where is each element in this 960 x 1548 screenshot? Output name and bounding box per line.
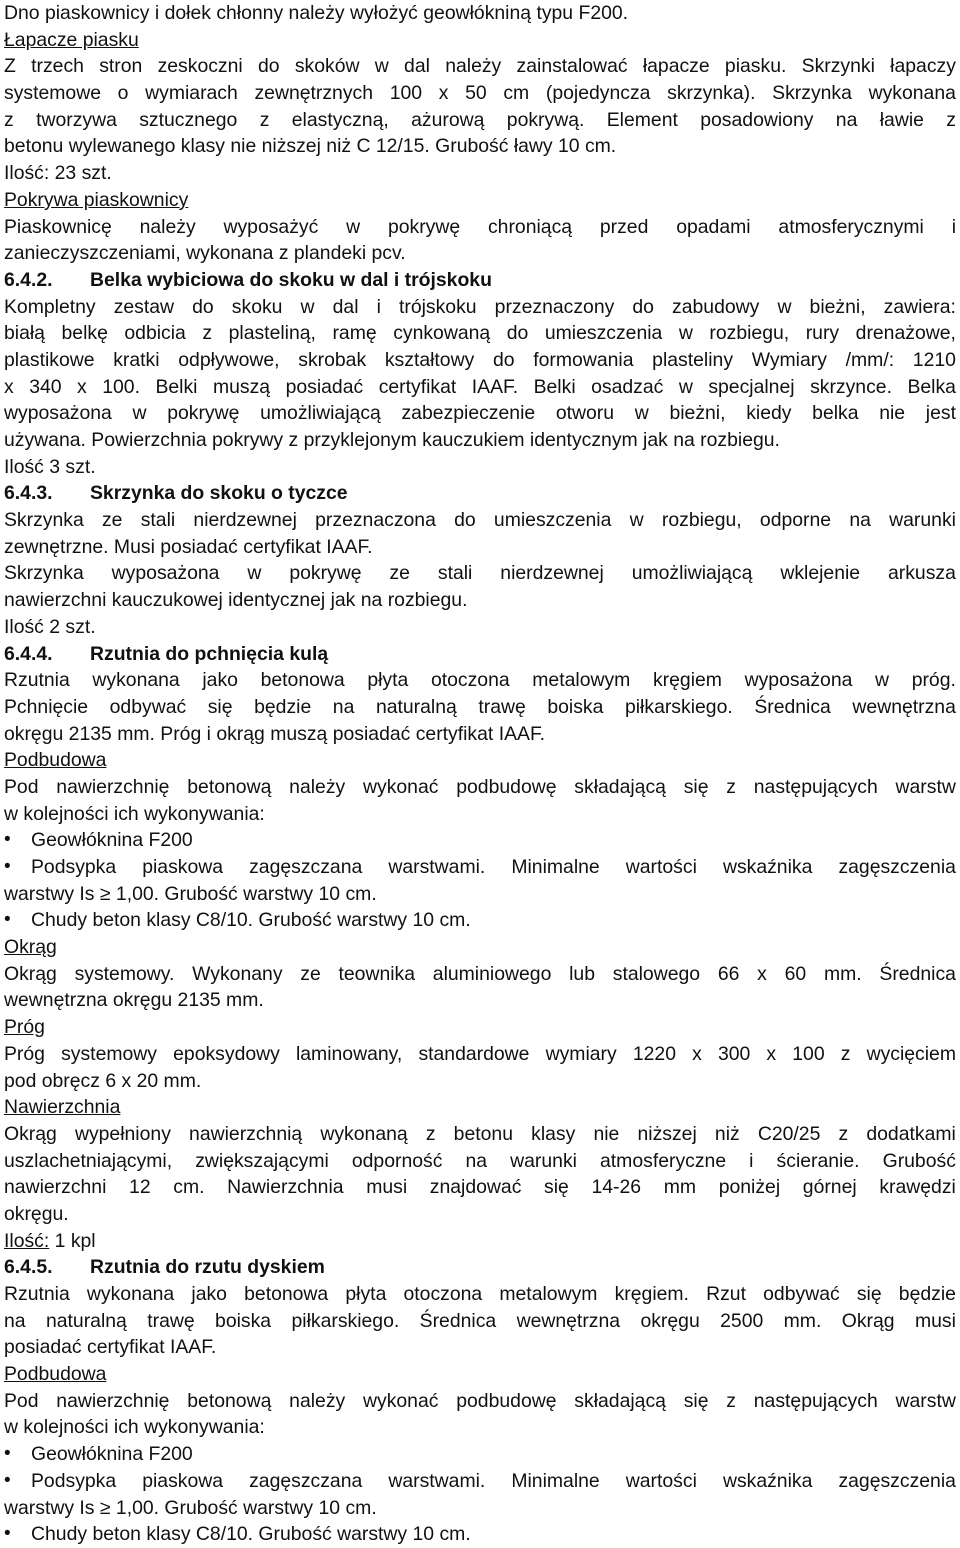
paragraph-line: z tworzywa sztucznego z elastyczną, ażurową pokrywą. Element posadowiony na ławie z bbox=[4, 108, 956, 131]
subheading bbox=[4, 1094, 956, 1121]
paragraph-line: Rzutnia wykonana jako betonowa płyta otoczona metalowym kręgiem wyposażona w próg. bbox=[4, 669, 956, 692]
list-item-text: Geowłóknina F200 bbox=[31, 829, 193, 852]
section-heading bbox=[4, 267, 956, 294]
paragraph-line: Ilość: 23 szt. bbox=[4, 162, 112, 185]
bullet-icon: • bbox=[4, 1523, 11, 1545]
quantity-label: Ilość: bbox=[4, 1229, 50, 1252]
paragraph-line: nawierzchni 12 cm. Nawierzchnia musi znajdować się 14-26 mm poniżej górnej krawędzi bbox=[4, 1176, 956, 1199]
paragraph-line: Pod nawierzchnię betonową należy wykonać podbudowę składającą się z następujących warstw bbox=[4, 1389, 956, 1412]
paragraph-line: pod obręcz 6 x 20 mm. bbox=[4, 1069, 202, 1092]
paragraph-line: na naturalną trawę boiska piłkarskiego. Średnica wewnętrzna okręgu 2500 mm. Okrąg musi bbox=[4, 1309, 956, 1332]
subheading-text: Podbudowa bbox=[4, 1363, 107, 1386]
subheading bbox=[4, 27, 956, 54]
paragraph-line: posiadać certyfikat IAAF. bbox=[4, 1336, 217, 1359]
paragraph-line: x 340 x 100. Belki muszą posiadać certyfikat IAAF. Belki osadzać w specjalnej skrzynce. Belka bbox=[4, 375, 956, 398]
paragraph-line: plastikowe kratki odpływowe, skrobak kształtowy do formowania plasteliny Wymiary /mm/: 1210 bbox=[4, 348, 956, 371]
subheading bbox=[4, 1014, 956, 1041]
paragraph-line: Pod nawierzchnię betonową należy wykonać podbudowę składającą się z następujących warstw bbox=[4, 775, 956, 798]
section-title: Rzutnia do pchnięcia kulą bbox=[90, 642, 329, 665]
list-item-text: Chudy beton klasy C8/10. Grubość warstwy 10 cm. bbox=[31, 909, 471, 932]
section-title: Belka wybiciowa do skoku w dal i trójskoku bbox=[90, 268, 492, 291]
section-title: Rzutnia do rzutu dyskiem bbox=[90, 1256, 325, 1279]
section-heading bbox=[4, 641, 956, 668]
paragraph-line: zewnętrzne. Musi posiadać certyfikat IAAF. bbox=[4, 535, 373, 558]
paragraph-line: Piaskownicę należy wyposażyć w pokrywę chroniącą przed opadami atmosferycznymi i bbox=[4, 215, 956, 238]
subheading bbox=[4, 187, 956, 214]
section-title: Skrzynka do skoku o tyczce bbox=[90, 482, 348, 505]
paragraph-line: wewnętrzna okręgu 2135 mm. bbox=[4, 989, 264, 1012]
section-number: 6.4.5. bbox=[4, 1256, 53, 1279]
bullet-icon: • bbox=[4, 829, 11, 851]
paragraph-line: okręgu 2135 mm. Próg i okrąg muszą posiadać certyfikat IAAF. bbox=[4, 722, 546, 745]
section-number: 6.4.4. bbox=[4, 642, 53, 665]
paragraph-line: uszlachetniającymi, zwiększającymi odporność na warunki atmosferyczne i ścieranie. Grubość bbox=[4, 1149, 956, 1172]
paragraph-line: Próg systemowy epoksydowy laminowany, standardowe wymiary 1220 x 300 x 100 z wycięciem bbox=[4, 1042, 956, 1065]
list-item bbox=[4, 854, 956, 881]
section-number: 6.4.3. bbox=[4, 482, 53, 505]
paragraph-line: okręgu. bbox=[4, 1202, 69, 1225]
subheading-text: Pokrywa piaskownicy bbox=[4, 188, 189, 211]
subheading-text: Nawierzchnia bbox=[4, 1096, 121, 1119]
quantity-value: 1 kpl bbox=[49, 1229, 96, 1252]
list-item bbox=[4, 1468, 956, 1495]
paragraph-line: Ilość 3 szt. bbox=[4, 455, 96, 478]
subheading bbox=[4, 747, 956, 774]
list-item-text: Geowłóknina F200 bbox=[31, 1443, 193, 1466]
subheading bbox=[4, 934, 956, 961]
bullet-icon: • bbox=[4, 909, 11, 931]
paragraph-line: w kolejności ich wykonywania: bbox=[4, 802, 265, 825]
section-heading bbox=[4, 480, 956, 507]
bullet-icon: • bbox=[4, 856, 11, 877]
paragraph-line: betonu wylewanego klasy nie niższej niż C 12/15. Grubość ławy 10 cm. bbox=[4, 135, 617, 158]
paragraph-line: używana. Powierzchnia pokrywy z przyklejonym kauczukiem identycznym jak na rozbiegu. bbox=[4, 429, 780, 451]
paragraph-line: w kolejności ich wykonywania: bbox=[4, 1416, 265, 1439]
list-item bbox=[4, 1441, 956, 1468]
section-heading bbox=[4, 1254, 956, 1281]
paragraph-line: nawierzchni kauczukowej identycznej jak na rozbiegu. bbox=[4, 589, 468, 612]
paragraph-line: Kompletny zestaw do skoku w dal i trójskoku przeznaczony do zabudowy w bieżni, zawiera: bbox=[4, 295, 956, 318]
list-item bbox=[4, 827, 956, 854]
paragraph-line: białą belkę odbicia z plasteliną, ramę cynkowaną do umieszczenia w rozbiegu, rury drenażowe, bbox=[4, 322, 956, 345]
quantity-line bbox=[4, 1228, 956, 1255]
subheading-text: Próg bbox=[4, 1016, 45, 1039]
paragraph-line: Ilość 2 szt. bbox=[4, 615, 96, 638]
paragraph-line: wyposażona w pokrywę umożliwiającą zabezpieczenie otworu w bieżni, kiedy belka nie jest bbox=[4, 402, 956, 425]
list-item bbox=[4, 1521, 956, 1548]
subheading-text: Okrąg bbox=[4, 936, 57, 959]
paragraph-line: Okrąg wypełniony nawierzchnią wykonaną z betonu klasy nie niższej niż C20/25 z dodatkami bbox=[4, 1122, 956, 1145]
subheading-text: Podbudowa bbox=[4, 749, 107, 772]
paragraph-line: Pchnięcie odbywać się będzie na naturalną trawę boiska piłkarskiego. Średnica wewnętrzna bbox=[4, 695, 956, 718]
paragraph-line: Z trzech stron zeskoczni do skoków w dal należy zainstalować łapacze piasku. Skrzynki łapaczy bbox=[4, 55, 956, 78]
section-number: 6.4.2. bbox=[4, 268, 53, 291]
paragraph-line: zanieczyszczeniami, wykonana z plandeki pcv. bbox=[4, 242, 406, 265]
list-item-text: Chudy beton klasy C8/10. Grubość warstwy 10 cm. bbox=[31, 1523, 471, 1546]
paragraph-line: systemowe o wymiarach zewnętrznych 100 x 50 cm (pojedyncza skrzynka). Skrzynka wykonana bbox=[4, 82, 956, 105]
paragraph-line: Rzutnia wykonana jako betonowa płyta otoczona metalowym kręgiem. Rzut odbywać się będzie bbox=[4, 1283, 956, 1305]
list-item-text: Podsypka piaskowa zagęszczana warstwami. Minimalne wartości wskaźnika zagęszczenia bbox=[31, 1469, 956, 1492]
paragraph-line: Okrąg systemowy. Wykonany ze teownika aluminiowego lub stalowego 66 x 60 mm. Średnica bbox=[4, 962, 956, 985]
subheading bbox=[4, 1361, 956, 1388]
paragraph-line: warstwy Is ≥ 1,00. Grubość warstwy 10 cm. bbox=[4, 882, 377, 905]
paragraph-line: Skrzynka ze stali nierdzewnej przeznaczona do umieszczenia w rozbiegu, odporne na warunki bbox=[4, 509, 956, 532]
list-item bbox=[4, 907, 956, 934]
bullet-icon: • bbox=[4, 1469, 11, 1491]
paragraph-line: Skrzynka wyposażona w pokrywę ze stali nierdzewnej umożliwiającą wklejenie arkusza bbox=[4, 562, 956, 585]
paragraph-line: warstwy Is ≥ 1,00. Grubość warstwy 10 cm. bbox=[4, 1496, 377, 1519]
bullet-icon: • bbox=[4, 1443, 11, 1465]
paragraph-line: Dno piaskownicy i dołek chłonny należy wyłożyć geowłókniną typu F200. bbox=[4, 2, 629, 24]
list-item-text: Podsypka piaskowa zagęszczana warstwami. Minimalne wartości wskaźnika zagęszczenia bbox=[31, 856, 956, 878]
subheading-text: Łapacze piasku bbox=[4, 28, 139, 51]
